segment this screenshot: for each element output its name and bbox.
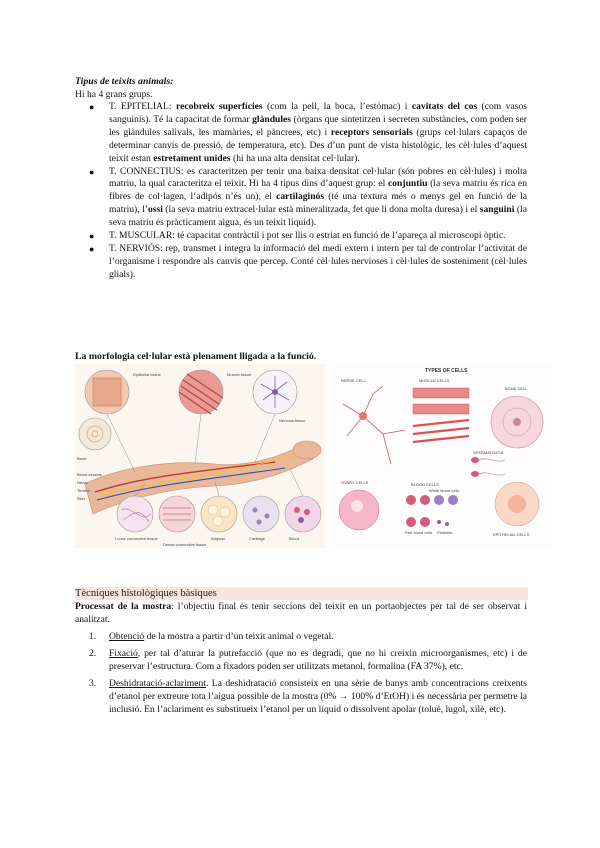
step-term: Fixació bbox=[109, 647, 138, 659]
tissue-types-illustration bbox=[75, 364, 325, 548]
bone-cell-drawing bbox=[491, 396, 543, 448]
bone-circle bbox=[79, 418, 111, 450]
fig-label-blood-vessels: Blood vessels bbox=[77, 472, 102, 477]
step-term: Obtenció bbox=[109, 631, 145, 642]
tissue-text: (té una textura més o menys gel en funció de la matriu), l’ bbox=[109, 191, 527, 216]
step-number: 3. bbox=[89, 677, 97, 689]
fig-label-epithelial: Epithelial tissue bbox=[133, 372, 161, 377]
bold-term: recobreix superfícies bbox=[175, 101, 263, 112]
tissue-list-item bbox=[75, 230, 527, 243]
tissue-text: T. NERVIÓS: rep, transmet i integra la informació del medi extern i intern per tal de controlar l’activitat de l’organisme i respondre als canvis que percep. Conté cèl·lules nervioses i cèl·lules de sosteniment (cèl·lules glials). bbox=[109, 242, 527, 280]
tissue-text: T. CONNECTIUS: es caracteritzen per tenir una baixa densitat cel·lular (són pobres en cèl·lules) i molta matriu, la qual caracteritza el teixit. Hi ha 4 tipus dins d’aquest grup: el bbox=[109, 165, 527, 190]
fig-label-red-blood-cells: Red blood cells bbox=[405, 530, 433, 535]
fig-label-loose-connective: Loose connective tissue bbox=[115, 536, 158, 541]
cartilage-circle bbox=[243, 496, 279, 532]
intro-text: Hi ha 4 grans grups. bbox=[75, 89, 153, 100]
blood-circle bbox=[285, 496, 321, 532]
fig-label-bone-cell: BONE CELL bbox=[505, 386, 528, 391]
tissue-list-item bbox=[75, 101, 527, 166]
bold-term: sanguini bbox=[479, 204, 515, 216]
processing-step bbox=[75, 631, 527, 644]
tissue-text: (la seva matriu extracel·lular està mineralitzada, fet que li dona molta duresa) i el bbox=[162, 204, 480, 216]
fig-label-ovary-cells: OVARY CELLS bbox=[341, 480, 369, 485]
processing-text: : l’objectiu final és tenir seccions del teixit en un portaobjectes per tal de ser observat i analitzat. bbox=[75, 601, 527, 625]
step-number: 2. bbox=[89, 647, 97, 659]
bold-term: glàndules bbox=[252, 113, 292, 125]
spermatozoa-drawing bbox=[471, 457, 505, 477]
tissue-text: T. EPITELIAL: bbox=[109, 101, 176, 112]
step-number: 1. bbox=[89, 631, 97, 642]
fig-label-bone: Bone bbox=[77, 456, 87, 461]
fig-label-nerve: Nerve bbox=[77, 480, 88, 485]
section-heading-histological-techniques: Tècniques histològiques bàsiques bbox=[75, 588, 217, 599]
bullet-icon: ● bbox=[89, 243, 95, 254]
tissue-text: (grups cel·lulars capaços de determinar canvis de pressió, de temperatura, etc). Des d’un punt de vista histològic, les cèl·lules d’aquest teixit estan bbox=[109, 126, 527, 164]
bold-term: estretament unides bbox=[153, 152, 231, 164]
fig-label-muscle: Muscle tissue bbox=[227, 372, 252, 377]
adipose-circle bbox=[201, 496, 237, 532]
processing-step bbox=[75, 648, 527, 674]
step-text: , per tal d’aturar la putrefacció (que no es degradi, que no hi creixin microorganismes, etc) i de preservar l’estructura. Com a fixadors poden ser utilitzats metanol, formalina (FA 37%), etc. bbox=[109, 647, 527, 672]
fig-label-blood: Blood bbox=[289, 536, 300, 541]
types-of-cells-illustration bbox=[333, 364, 551, 548]
hand-shape bbox=[293, 441, 321, 459]
types-of-cells-diagram bbox=[333, 364, 551, 548]
tissue-text: (la seva matriu és pràcticament aigua, és un teixit líquid). bbox=[109, 204, 527, 229]
step-term: Deshidratació-aclariment bbox=[109, 677, 206, 689]
loose-connective-circle bbox=[117, 496, 153, 532]
nerve-cell-drawing bbox=[343, 386, 405, 464]
morphology-statement: La morfologia cel·lular està plenament lligada a la funció. bbox=[75, 351, 317, 362]
fig-title-types-of-cells: TYPES OF CELLS bbox=[425, 368, 468, 374]
tissue-text: (la seva matriu és rica en fibres de col·lagen, l’adipós n’és un), el bbox=[109, 178, 527, 203]
tissue-text: (com vasos sanguinis). Té la capacitat de formar bbox=[109, 101, 527, 125]
fig-label-spermatozoa: SPERMATOZOA bbox=[473, 450, 504, 455]
fig-label-dense-connective: Dense connective tissue bbox=[163, 542, 207, 547]
fig-label-nervous: Nervous tissue bbox=[279, 418, 306, 423]
bold-term: cavitats del cos bbox=[411, 101, 478, 112]
bold-term: conjuntiu bbox=[388, 178, 428, 190]
processing-label: Processat de la mostra bbox=[75, 601, 172, 612]
tissue-text: (òrgans que sintetitzen i secreten substàncies, com poden ser les glàndules salivals, les mamàries, el pàncrees, etc) i bbox=[109, 113, 527, 138]
bold-term: cartilaginós bbox=[276, 191, 325, 203]
fig-label-white-blood-cells: White blood cells bbox=[429, 488, 460, 493]
epithelial-cells-drawing bbox=[495, 482, 539, 526]
fig-label-nerve-cell: NERVE CELL bbox=[341, 378, 366, 383]
fig-label-cartilage: Cartilage bbox=[249, 536, 266, 541]
tissue-type-list bbox=[75, 101, 527, 282]
muscle-cells-drawing bbox=[413, 388, 469, 442]
fig-label-epithelial-cells: EPITHELIAL CELLS bbox=[493, 532, 530, 537]
processing-steps-list bbox=[75, 631, 527, 720]
processing-paragraph bbox=[75, 601, 527, 627]
blood-cells-drawing bbox=[406, 495, 458, 527]
tissue-text: (com la pell, la boca, l’estómac) i bbox=[262, 101, 412, 112]
tissue-types-diagram bbox=[75, 364, 325, 548]
step-text: de la mostra a partir d’un teixit animal o vegetal. bbox=[144, 631, 334, 642]
tissue-text: (hi ha una alta densitat cel·lular). bbox=[230, 152, 360, 164]
fig-label-platelets: Platelets bbox=[437, 530, 453, 535]
bullet-icon: ● bbox=[89, 231, 95, 242]
bold-term: receptors sensorials bbox=[330, 126, 413, 138]
tissue-list-item bbox=[75, 243, 527, 282]
fig-label-adipose: Adipose bbox=[211, 536, 226, 541]
step-text: . La deshidratació consisteix en una sèrie de banys amb concentracions creixents d’etanol per extreure tota l’aigua possible de la mostra (0% → 100% d’EtOH) i és necessària per permetre la inclusió. En l’aclariment es substitueix l’etanol per un líquid o dissolvent apolar (toluè, lugol, xilè, etc). bbox=[109, 677, 527, 715]
fig-label-skin: Skin bbox=[77, 496, 85, 501]
tissue-list-item bbox=[75, 166, 527, 231]
fig-label-muscle-cells: MUSCLE CELLS bbox=[419, 378, 450, 383]
ovary-cells-drawing bbox=[339, 490, 379, 530]
fig-label-blood-cells: BLOOD CELLS bbox=[411, 482, 439, 487]
bullet-icon: ● bbox=[89, 166, 95, 177]
tissue-text: T. MUSCULAR: té capacitat contràctil i pot ser llis o estriat en funció de l’apareça al microscopi òptic. bbox=[109, 230, 506, 242]
fig-label-tendon: Tendon bbox=[77, 488, 91, 493]
bullet-icon: ● bbox=[89, 102, 95, 112]
bold-term: ossi bbox=[147, 204, 163, 216]
processing-step bbox=[75, 678, 527, 717]
section-heading-tissue-types: Tipus de teixits animals: bbox=[75, 76, 174, 87]
arm-shape bbox=[85, 444, 313, 514]
